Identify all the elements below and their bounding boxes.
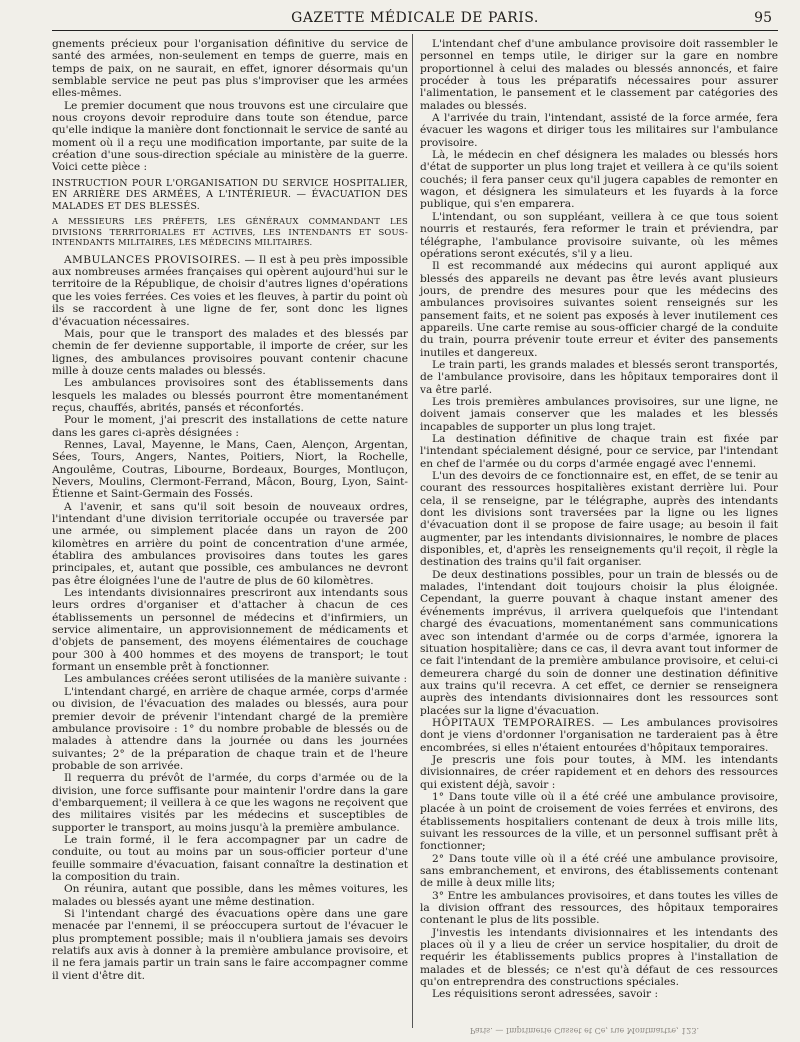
paragraph-text: Mais, pour que le transport des malades et des blessés par chemin de fer devienne supportable, il importe de créer, sur les lignes, des ambulances provisoires pouvant contenir chacune mille à douze cents malades ou blessés. <box>52 327 408 377</box>
paragraph-text: Les réquisitions seront adressées, savoir : <box>432 988 659 1001</box>
paragraph <box>52 328 408 377</box>
paragraph-lead: AMBULANCES PROVISOIRES. <box>64 253 241 266</box>
paragraph-text: Le train formé, il le fera accompagner par un cadre de conduite, ou tout au moins par un sous-officier porteur d'une feuille sommaire d'évacuation, faisant connaître la destination et la composition du train. <box>52 833 408 883</box>
paragraph <box>52 377 408 414</box>
paragraph-text: L'intendant, ou son suppléant, veillera à ce que tous soient nourris et restaurés, fera reformer le train et préviendra, par télégraphe, l'ambulance provisoire suivante, où les mêmes opérations seront exécutés, s'il y a lieu. <box>420 210 778 260</box>
paragraph <box>52 883 408 908</box>
paragraph-text: 3° Entre les ambulances provisoires, et dans toutes les villes de la division offrant des ressources, des hôpitaux temporaires contenant le plus de lits possible. <box>420 889 778 927</box>
paragraph-text: L'intendant chargé, en arrière de chaque armée, corps d'armée ou division, de l'évacuation des malades ou blessés, aura pour premier devoir de prévenir l'intendant chargé de la première ambulance provisoire : 1° du nombre probable de blessés ou de malades à attendre dans la journée ou dans les journées suivantes; 2° de la préparation de chaque train et de l'heure probable de son arrivée. <box>52 685 408 772</box>
paragraph <box>52 834 408 883</box>
paragraph <box>420 112 778 149</box>
paragraph <box>52 38 408 100</box>
paragraph-text: J'investis les intendants divisionnaires et les intendants des places où il y a lieu de créer un service hospitalier, du droit de requérir les établissements publics propres à l'installation de malades et de blessés; ce n'est qu'à défaut de ces ressources qu'on entreprendra des constructions spéciales. <box>420 926 778 989</box>
column-divider <box>412 34 413 1028</box>
journal-title: GAZETTE MÉDICALE DE PARIS. <box>291 10 539 26</box>
paragraph-text: Les ambulances provisoires sont des établissements dans lesquels les malades ou blessés pourront être momentanément reçus, chauffés, abrités, pansés et réconfortés. <box>52 377 408 414</box>
paragraph-text: gnements précieux pour l'organisation définitive du service de santé des armées, non-seulement en temps de guerre, mais en temps de paix, on ne saurait, en effet, ignorer désormais qu'un semblable service ne peut pas plus s'improviser que les armées elles-mêmes. <box>52 38 408 100</box>
paragraph-text: Le premier document que nous trouvons est une circulaire que nous croyons devoir reproduire dans toute son étendue, parce qu'elle indique la manière dont fonctionnait le service de santé au moment où il a reçu une modification importante, par suite de la création d'une sous-direction spéciale au ministère de la guerre. Voici cette pièce : <box>52 99 408 174</box>
right-column <box>420 38 778 1001</box>
paragraph-text: Il requerra du prévôt de l'armée, du corps d'armée ou de la division, une force suffisante pour maintenir l'ordre dans la gare d'embarquement; il veillera à ce que les wagons ne reçoivent que des militaires visités par les médecins et susceptibles de supporter le transport, au moins jusqu'à la première ambulance. <box>52 772 408 834</box>
paragraph <box>420 853 778 890</box>
paragraph <box>52 908 408 982</box>
paragraph-text: Rennes, Laval, Mayenne, le Mans, Caen, Alençon, Argentan, Sées, Tours, Angers, Nantes, Poitiers, Niort, la Rochelle, Angoulême, Coutras, Libourne, Bordeaux, Bourges, Montluçon, Nevers, Moulins, Clermont-Ferrand, Mâcon, Bourg, Lyon, Saint-Étienne et Saint-Germain des Fossés. <box>52 438 408 501</box>
paragraph-text: Le train parti, les grands malades et blessés seront transportés, de l'ambulance provisoire, dans les hôpitaux temporaires dont il va être parlé. <box>420 358 778 396</box>
paragraph <box>52 100 408 174</box>
section-heading <box>52 178 408 213</box>
page-header <box>52 6 778 31</box>
paragraph-text: A MESSIEURS LES PRÉFETS, LES GÉNÉRAUX COMMANDANT LES DIVISIONS TERRITORIALES ET ACTIVES, LES INTENDANTS ET SOUS-INTENDANTS MILITAIRES, LES MÉDECINS MILITAIRES. <box>52 216 408 248</box>
paragraph <box>52 439 408 501</box>
paragraph <box>420 470 778 569</box>
paragraph-text: L'intendant chef d'une ambulance provisoire doit rassembler le personnel en temps utile, le diriger sur la gare en nombre proportionnel à celui des malades ou blessés annoncés, et faire procéder à tous les préparatifs nécessaires pour assurer l'alimentation, le pansement et le classement par catégories des malades ou blessés. <box>420 38 778 112</box>
paragraph <box>420 791 778 853</box>
paragraph <box>420 988 778 1000</box>
paragraph-text: 1° Dans toute ville où il a été créé une ambulance provisoire, placée à un point de croisement de voies ferrées et environs, des établissements hospitaliers contenant de deux à trois mille lits, suivant les ressources de la ville, et un personnel suffisant prêt à fonctionner; <box>420 790 778 853</box>
paragraph <box>52 772 408 834</box>
paragraph-text: A l'arrivée du train, l'intendant, assisté de la force armée, fera évacuer les wagons et diriger tous les militaires sur l'ambulance provisoire. <box>420 112 778 149</box>
paragraph-text: L'un des devoirs de ce fonctionnaire est, en effet, de se tenir au courant des ressources hospitalières existant derrière lui. Pour cela, il se renseigne, par le télégraphe, auprès des intendants dont les divisions sont traversées par la ligne ou les lignes d'évacuation dont il se propose de faire usage; au besoin il fait augmenter, par les intendants divisionnaires, le nombre de places disponibles, et, d'après les renseignements qu'il reçoit, il règle la destination des trains qu'il fait organiser. <box>420 470 778 569</box>
paragraph <box>52 587 408 673</box>
paragraph <box>420 211 778 260</box>
paragraph-text: Pour le moment, j'ai prescrit des installations de cette nature dans les gares ci-après désignées : <box>52 414 408 439</box>
paragraph-text: A l'avenir, et sans qu'il soit besoin de nouveaux ordres, l'intendant d'une division territoriale occupée ou traversée par une armée, ou simplement placée dans un rayon de 200 kilomètres en arrière du point de concentration d'une armée, établira des ambulances provisoires dans toutes les gares principales, et, autant que possible, ces ambulances ne devront pas être éloignées l'une de l'autre de plus de 60 kilomètres. <box>52 500 408 587</box>
left-column <box>52 38 408 982</box>
paragraph <box>52 686 408 772</box>
paragraph <box>52 501 408 587</box>
paragraph-text: Les intendants divisionnaires prescriront aux intendants sous leurs ordres d'organiser et d'attacher à chacun de ces établissements un personnel de médecins et d'infirmiers, un service alimentaire, un approvisionnement de médicaments et d'objets de pansement, des moyens élémentaires de couchage pour 300 à 400 hommes et des moyens de transport; le tout formant un ensemble prêt à fonctionner. <box>52 587 408 674</box>
paragraph-text: De deux destinations possibles, pour un train de blessés ou de malades, l'intendant doit toujours choisir la plus éloignée. Cependant, la guerre pouvant à chaque instant amener des événements imprévus, il arrivera quelquefois que l'intendant chargé des évacuations, momentanément sans communications avec son intendant d'armée ou de corps d'armée, ignorera la situation hospitalière; dans ce cas, il devra avant tout informer de ce fait l'intendant de la première ambulance provisoire, et celui-ci demeurera chargé du soin de donner une destination définitive aux trains qu'il recevra. A cet effet, ce dernier se renseignera auprès des intendants divisionnaires dont les ressources sont placées sur la ligne d'évacuation. <box>420 568 778 717</box>
paragraph-text: 2° Dans toute ville où il a été créé une ambulance provisoire, sans embranchement, et environs, des établissements contenant de mille à deux mille lits; <box>420 852 778 890</box>
paragraph-text: Les ambulances créées seront utilisées de la manière suivante : <box>64 673 408 686</box>
paragraph-lead: HÔPITAUX TEMPORAIRES. <box>432 716 595 729</box>
paragraph <box>420 396 778 433</box>
paragraph <box>52 673 408 685</box>
paragraph-text: — Les ambulances provisoires dont je viens d'ordonner l'organisation ne tarderaient pas à être encombrées, si elles n'étaient entourées d'hôpitaux temporaires. <box>420 716 778 754</box>
paragraph <box>420 717 778 754</box>
paragraph <box>420 890 778 927</box>
printer-footer: Paris. — Imprimerie Cusset et Ce, rue Montmartre, 123. <box>470 1026 700 1035</box>
paragraph <box>420 260 778 359</box>
paragraph-text: Les trois premières ambulances provisoires, sur une ligne, ne doivent jamais conserver que les malades et les blessés incapables de supporter un plus long trajet. <box>420 395 778 433</box>
paragraph <box>420 359 778 396</box>
paragraph-text: On réunira, autant que possible, dans les mêmes voitures, les malades ou blessés ayant une même destination. <box>52 883 408 908</box>
paragraph-text: Je prescris une fois pour toutes, à MM. les intendants divisionnaires, de créer rapidement et en dehors des ressources qui existent déjà, savoir : <box>420 753 778 791</box>
page-number: 95 <box>754 10 772 26</box>
paragraph <box>52 414 408 439</box>
paragraph-text: Si l'intendant chargé des évacuations opère dans une gare menacée par l'ennemi, il se préoccupera surtout de l'évacuer le plus promptement possible; mais il n'oubliera jamais ses devoirs relatifs aux avis à donner à la première ambulance provisoire, et il ne fera jamais partir un train sans le faire accompagner comme il vient d'être dit. <box>52 908 408 982</box>
paragraph-text: La destination définitive de chaque train est fixée par l'intendant spécialement désigné, pour ce service, par l'intendant en chef de l'armée ou du corps d'armée engagé avec l'ennemi. <box>420 433 778 470</box>
paragraph <box>420 149 778 211</box>
address-line <box>52 216 408 248</box>
paragraph-text: Là, le médecin en chef désignera les malades ou blessés hors d'état de supporter un plus long trajet et veillera à ce qu'ils soient couchés; il fera panser ceux qu'il jugera capables de remonter en wagon, et désignera les simulateurs et les fuyards à la force publique, qui s'en emparera. <box>420 149 778 211</box>
paragraph <box>420 38 778 112</box>
paragraph <box>420 433 778 470</box>
paragraph-text: INSTRUCTION POUR L'ORGANISATION DU SERVICE HOSPITALIER, EN ARRIÈRE DES ARMÉES, A L'INTÉRIEUR. — ÉVACUATION DES MALADES ET DES BLESSÉS. <box>52 177 408 212</box>
paragraph <box>52 254 408 328</box>
paragraph-text: — Il est à peu près impossible aux nombreuses armées françaises qui opèrent aujourd'hui sur le territoire de la République, de choisir d'autres lignes d'opérations que les voies ferrées. Ces voies et les fleuves, à partir du point où ils se raccordent à une ligne de fer, sont donc les lignes d'évacuation nécessaires. <box>52 253 408 328</box>
paragraph <box>420 569 778 717</box>
paragraph <box>420 754 778 791</box>
paragraph <box>420 927 778 989</box>
paragraph-text: Il est recommandé aux médecins qui auront appliqué aux blessés des appareils ne devant pas être levés avant plusieurs jours, de prendre des mesures pour que les médecins des ambulances provisoires suivantes soient renseignés sur les pansement faits, et ne soient pas exposés à lever inutilement ces appareils. Une carte remise au sous-officier chargé de la conduite du train, pourra prévenir toute erreur et éviter des pansements inutiles et dangereux. <box>420 260 778 359</box>
